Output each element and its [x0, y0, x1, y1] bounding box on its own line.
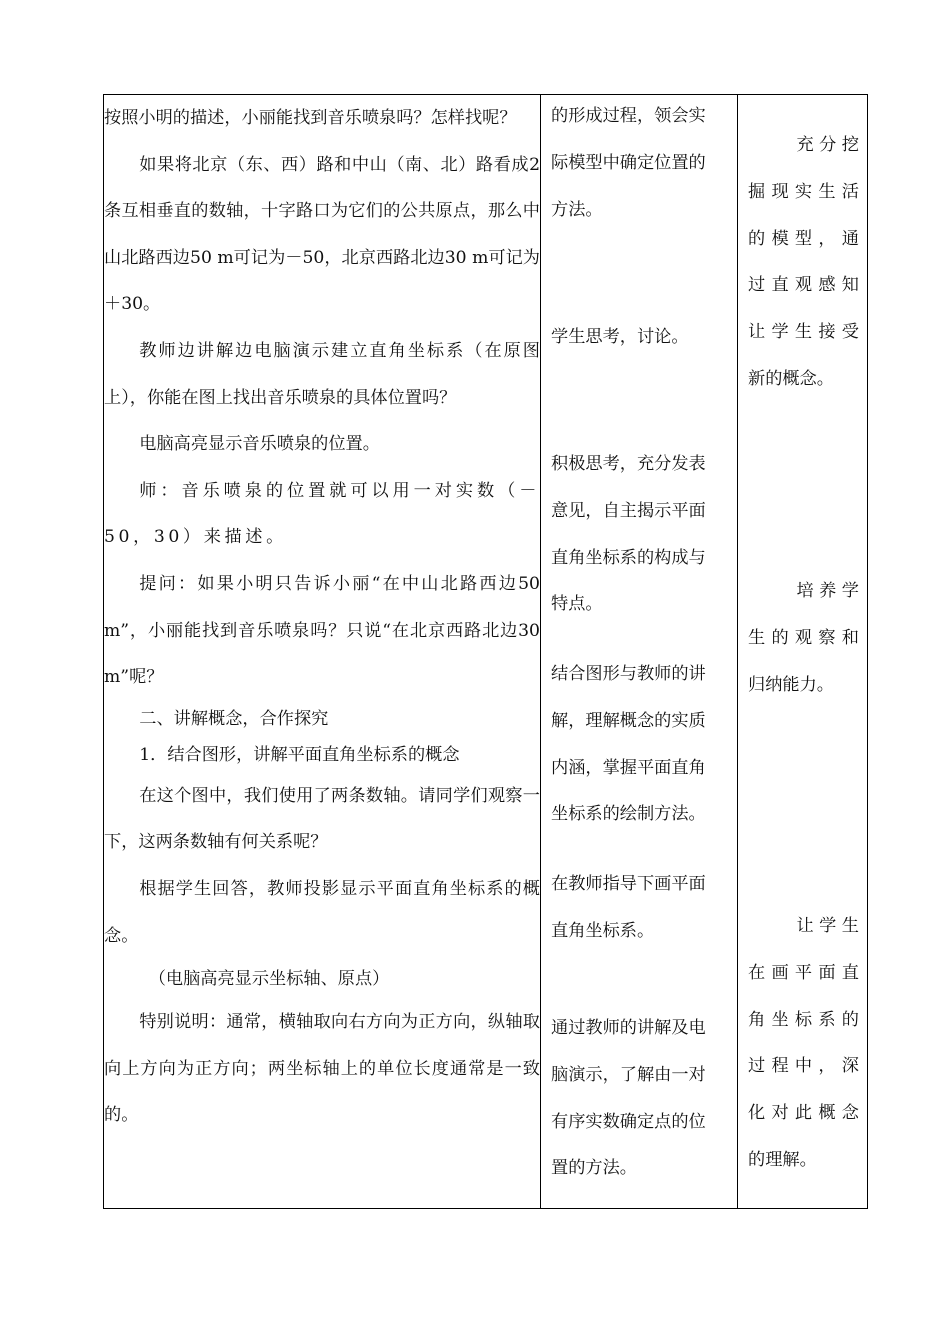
line: 新的概念。: [748, 368, 834, 389]
paragraph: 教师边讲解边电脑演示建立直角坐标系（在原图上），你能在图上找出音乐喷泉的具体位置吗？: [104, 340, 540, 408]
paragraph: 师：音乐喷泉的位置就可以用一对实数（－50，30）来描述。: [104, 480, 540, 548]
line: 意见，自主揭示平面: [551, 500, 706, 521]
section-heading: 二、讲解概念，合作探究: [139, 708, 329, 729]
line: 角坐标系的: [748, 1009, 859, 1030]
activity-block: [551, 1005, 731, 1192]
line: 方法。: [551, 199, 603, 220]
paragraph: 在这个图中，我们使用了两条数轴。请同学们观察一下，这两条数轴有何关系呢？: [104, 785, 540, 853]
line: 培 养 学: [796, 581, 859, 601]
line: 结合图形与教师的讲: [551, 664, 706, 684]
paragraph: （电脑高亮显示坐标轴、原点）: [148, 969, 390, 990]
line: 直角坐标系。: [551, 920, 655, 941]
line: 内涵，掌握平面直角: [551, 757, 706, 778]
activity-block: [551, 314, 731, 361]
paragraph: 特别说明：通常，横轴取向右方向为正方向，纵轴取向上方向为正方向；两坐标轴上的单位长度通常是一致的。: [104, 1012, 540, 1126]
line: 坐标系的绘制方法。: [551, 804, 706, 825]
line: 的形成过程，领会实: [551, 106, 706, 126]
line: 脑演示，了解由一对: [551, 1064, 706, 1085]
intent-block: [748, 122, 859, 403]
line: 有序实数确定点的位: [551, 1111, 706, 1132]
paragraph: 如果将北京（东、西）路和中山（南、北）路看成2条互相垂直的数轴，十字路口为它们的公共原点，那么中山北路西边50 m可记为－50，北京西路北边30 m可记为＋30。: [104, 154, 540, 315]
line: 的理解。: [748, 1149, 817, 1170]
paragraph: 按照小明的描述，小丽能找到音乐喷泉吗？怎样找呢？: [104, 108, 517, 128]
line: 际模型中确定位置的: [551, 152, 706, 173]
line: 通过教师的讲解及电: [551, 1018, 706, 1038]
line: 归纳能力。: [748, 674, 834, 695]
line: 充 分 挖: [796, 135, 859, 155]
line: 在画平面直: [748, 962, 859, 983]
paragraph: 电脑高亮显示音乐喷泉的位置。: [139, 434, 380, 455]
teaching-process-cell: [104, 95, 541, 1209]
line: 生的观察和: [748, 627, 859, 648]
paragraph: 根据学生回答，教师投影显示平面直角坐标系的概念。: [104, 878, 540, 946]
line: 在教师指导下画平面: [551, 874, 706, 894]
line: 化对此概念: [748, 1103, 859, 1124]
line: 积极思考，充分发表: [551, 454, 706, 474]
line: 解，理解概念的实质: [551, 710, 706, 731]
activity-block: [551, 651, 731, 838]
lesson-plan-table: [103, 94, 868, 1209]
student-activity-cell: [541, 95, 738, 1209]
line: 掘现实生活: [748, 181, 859, 202]
table-row: [104, 95, 868, 1209]
intent-block: [748, 903, 859, 1184]
line: 让 学 生: [796, 916, 859, 936]
paragraph: 提问：如果小明只告诉小丽“在中山北路西边50 m”，小丽能找到音乐喷泉吗？只说“在北京西路北边30 m”呢？: [104, 573, 540, 688]
activity-block: [551, 93, 731, 233]
line: 学生思考，讨论。: [551, 327, 689, 347]
line: 过直观感知: [748, 275, 859, 296]
subsection-heading: 1．结合图形，讲解平面直角坐标系的概念: [139, 744, 460, 765]
activity-block: [551, 861, 731, 955]
line: 的模型，通: [748, 228, 859, 249]
activity-block: [551, 441, 731, 628]
line: 特点。: [551, 594, 603, 615]
line: 置的方法。: [551, 1158, 637, 1179]
design-intent-cell: [738, 95, 868, 1209]
line: 过程中，深: [748, 1056, 859, 1077]
line: 直角坐标系的构成与: [551, 547, 706, 568]
line: 让学生接受: [748, 322, 859, 343]
intent-block: [748, 568, 859, 708]
